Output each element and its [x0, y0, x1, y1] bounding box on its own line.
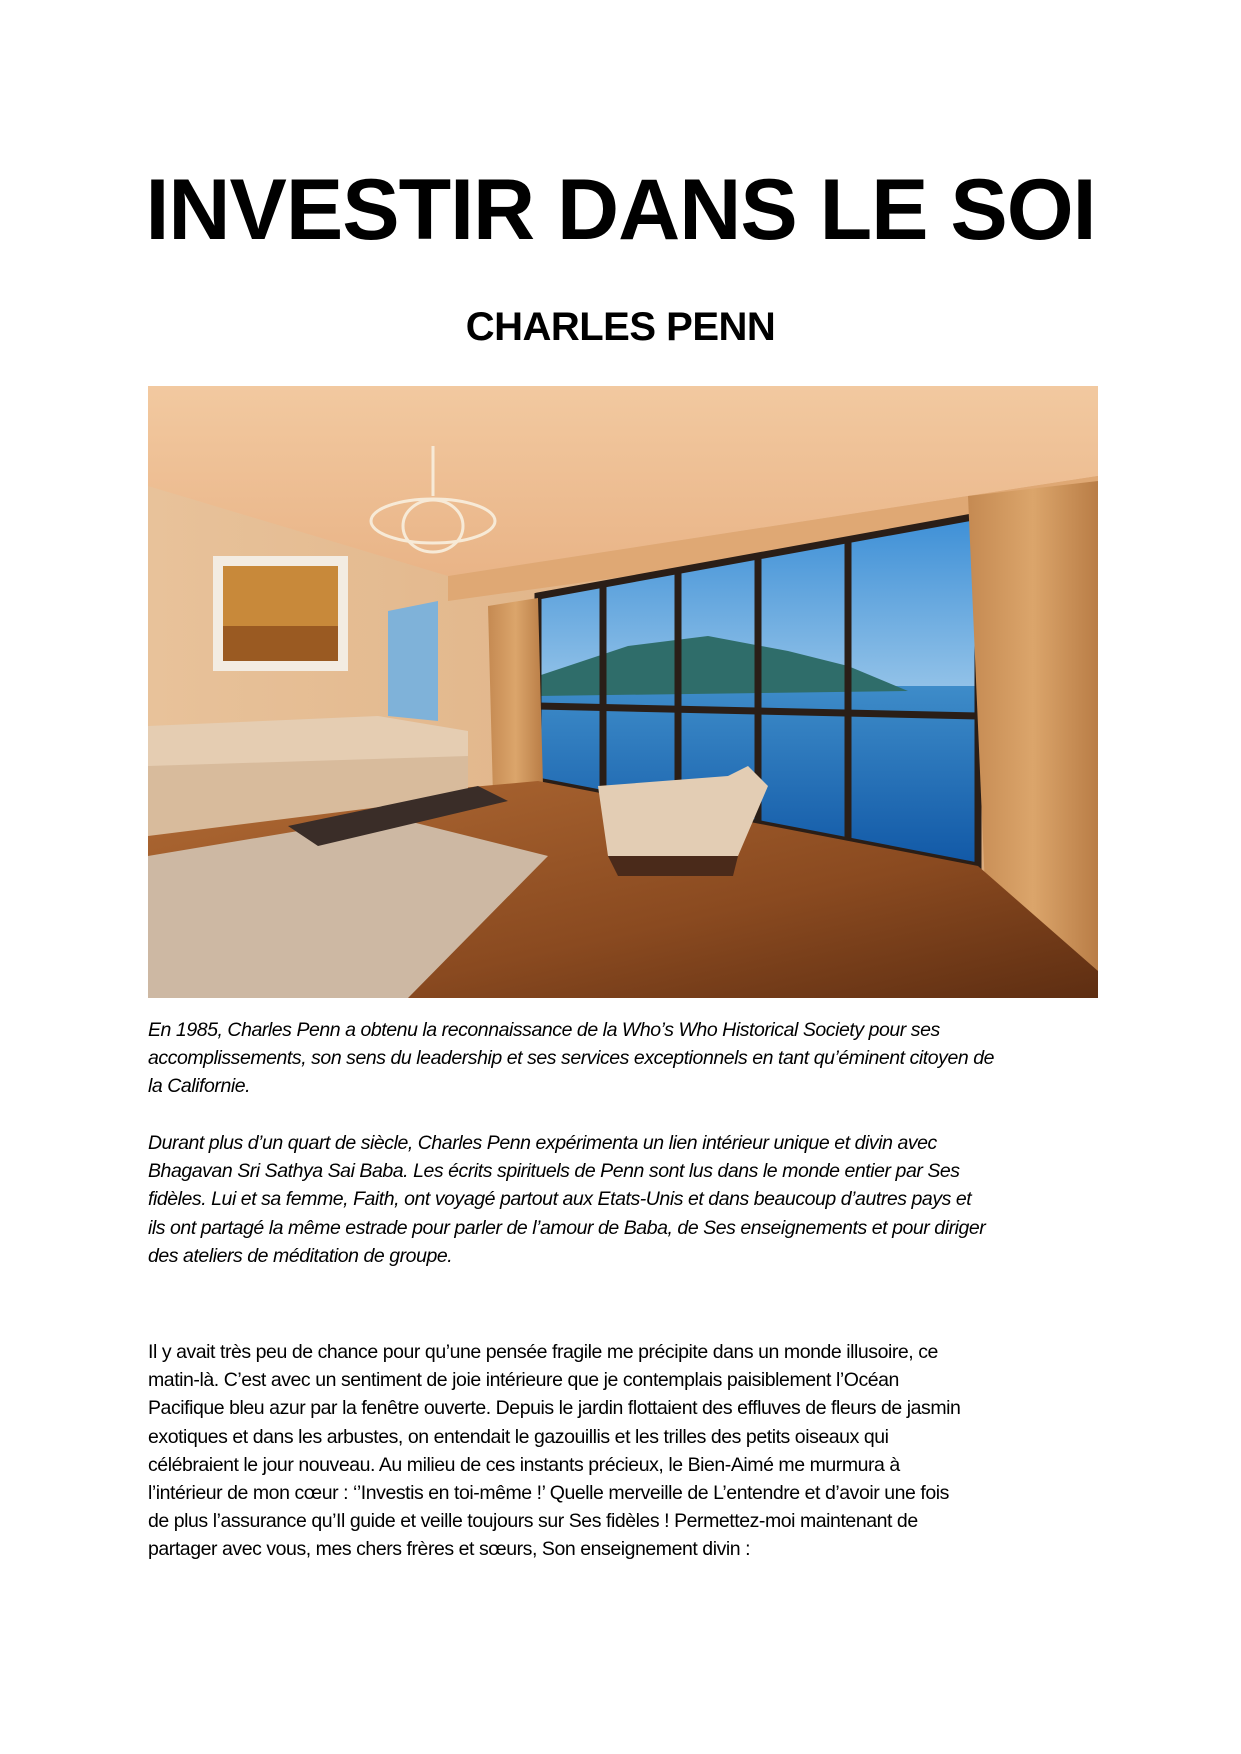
- bio-paragraph-2: [148, 1129, 1108, 1270]
- text-line: matin-là. C’est avec un sentiment de joie intérieure que je contemplais paisiblement l’Océan: [148, 1369, 899, 1392]
- text-line: exotiques et dans les arbustes, on entendait le gazouillis et les trilles des petits oiseaux qui: [148, 1425, 889, 1448]
- bio-paragraph-1: [148, 1016, 1108, 1101]
- body-paragraph: [148, 1338, 1108, 1564]
- text-line: Pacifique bleu azur par la fenêtre ouverte. Depuis le jardin flottaient des effluves de fleurs de jasmin: [148, 1397, 961, 1420]
- text-line: Bhagavan Sri Sathya Sai Baba. Les écrits spirituels de Penn sont lus dans le monde entier par Ses: [148, 1160, 960, 1183]
- text-line: Durant plus d’un quart de siècle, Charles Penn expérimenta un lien intérieur unique et divin avec: [148, 1132, 937, 1154]
- text-line: Il y avait très peu de chance pour qu’une pensée fragile me précipite dans un monde illusoire, ce: [148, 1341, 938, 1363]
- text-line: la Californie.: [148, 1075, 251, 1098]
- document-title: INVESTIR DANS LE SOI: [145, 162, 1096, 258]
- photo-illustration: [148, 386, 1098, 998]
- text-line: de plus l’assurance qu’Il guide et veille toujours sur Ses fidèles ! Permettez-moi maintenant de: [148, 1510, 918, 1533]
- text-line: l’intérieur de mon cœur : ‘’Investis en toi-même !’ Quelle merveille de L’entendre et d’avoir une fois: [148, 1482, 949, 1505]
- author-name: CHARLES PENN: [465, 305, 776, 349]
- text-line: célébraient le jour nouveau. Au milieu de ces instants précieux, le Bien-Aimé me murmura à: [148, 1453, 900, 1476]
- text-line: accomplissements, son sens du leadership et ses services exceptionnels en tant qu’éminent citoyen de: [148, 1047, 994, 1070]
- living-room-ocean-view-photo: [148, 386, 1098, 998]
- text-line: fidèles. Lui et sa femme, Faith, ont voyagé partout aux Etats-Unis et dans beaucoup d’autres pays et: [148, 1188, 972, 1211]
- text-line: En 1985, Charles Penn a obtenu la reconnaissance de la Who’s Who Historical Society pour ses: [148, 1019, 940, 1041]
- text-line: partager avec vous, mes chers frères et sœurs, Son enseignement divin :: [148, 1538, 751, 1561]
- text-line: des ateliers de méditation de groupe.: [148, 1244, 453, 1267]
- text-line: ils ont partagé la même estrade pour parler de l’amour de Baba, de Ses enseignements et pour diriger: [148, 1216, 986, 1239]
